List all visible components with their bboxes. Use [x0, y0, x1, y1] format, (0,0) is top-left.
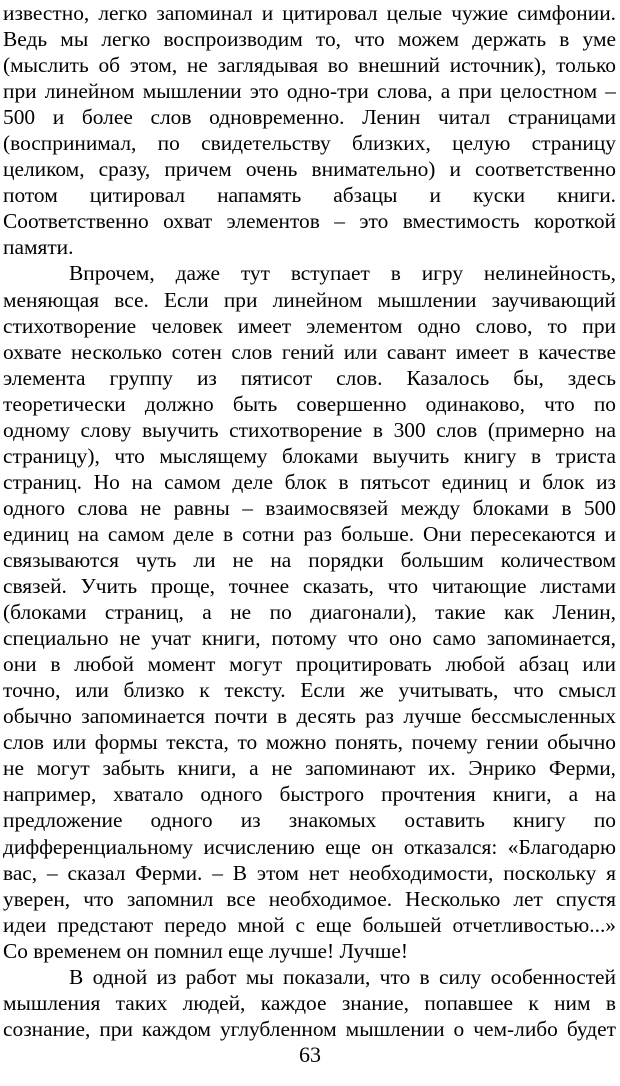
text-line: обычно запоминается почти в десять раз лучше бессмысленных — [3, 704, 616, 729]
body-text — [3, 0, 616, 1042]
text-line: известно, легко запоминал и цитировал целые чужие симфонии. — [3, 1, 616, 25]
text-line: например, хватало одного быстрого прочтения книги, а на — [3, 782, 616, 807]
text-line: Ведь мы легко воспроизводим то, что можем держать в уме — [3, 27, 616, 52]
text-line: связываются чуть ли не на порядки большим количеством — [3, 547, 616, 572]
text-line: дифференциальному исчислению еще он отказался: «Благодарю — [3, 834, 616, 859]
paragraph — [3, 260, 616, 963]
text-line: целиком, сразу, причем очень внимательно) и соответственно — [3, 157, 616, 182]
text-line: единиц на самом деле в сотни раз больше. Они пересекаются и — [3, 521, 616, 546]
text-line: специально не учат книги, потому что оно само запоминается, — [3, 626, 616, 651]
text-line: не могут забыть книги, а не запоминают их. Энрико Ферми, — [3, 756, 616, 781]
text-line: теоретически должно быть совершенно одинаково, что по — [3, 391, 616, 416]
text-line: Впрочем, даже тут вступает в игру нелинейность, — [69, 261, 616, 286]
text-line: при линейном мышлении это одно-три слова, а при целостном – — [3, 79, 616, 104]
text-line: меняющая все. Если при линейном мышлении заучивающий — [3, 287, 616, 312]
text-line: (мыслить об этом, не заглядывая во внешний источник), только — [3, 53, 616, 78]
text-line: они в любой момент могут процитировать любой абзац или — [3, 652, 616, 677]
text-line: Со временем он помнил еще лучше! Лучше! — [3, 938, 409, 963]
paragraph — [3, 0, 616, 260]
text-line: слов или формы текста, то можно понять, почему гении обычно — [3, 730, 616, 755]
text-line: уверен, что запомнил все необходимое. Несколько лет спустя — [3, 886, 616, 911]
text-line: идеи предстают передо мной с еще большей отчетливостью...» — [3, 912, 616, 937]
text-line: (воспринимал, по свидетельству близких, целую страницу — [3, 131, 616, 156]
text-line: памяти. — [3, 235, 74, 260]
text-line: страниц. Но на самом деле блок в пятьсот единиц и блок из — [3, 469, 616, 494]
text-line: 500 и более слов одновременно. Ленин читал страницами — [3, 105, 616, 130]
text-line: Соответственно охват элементов – это вместимость короткой — [3, 209, 616, 234]
text-line: потом цитировал напамять абзацы и куски книги. — [3, 183, 616, 208]
text-line: мышления таких людей, каждое знание, попавшее к ним в — [3, 990, 616, 1015]
page-number: 63 — [299, 1042, 321, 1067]
text-line: сознание, при каждом углубленном мышлении о чем-либо будет — [3, 1016, 616, 1041]
text-line: В одной из работ мы показали, что в силу особенностей — [69, 964, 616, 989]
text-line: связей. Учить проще, точнее сказать, что читающие листами — [3, 574, 616, 599]
text-line: страницу), что мыслящему блоками выучить книгу в триста — [3, 443, 616, 468]
text-line: элемента группу из пятисот слов. Казалось бы, здесь — [3, 365, 616, 390]
text-line: стихотворение человек имеет элементом одно слово, то при — [3, 313, 616, 338]
paragraph — [3, 964, 616, 1042]
text-line: точно, или близко к тексту. Если же учитывать, что смысл — [3, 678, 616, 703]
text-line: предложение одного из знакомых оставить книгу по — [3, 808, 616, 833]
text-line: одного слова не равны – взаимосвязей между блоками в 500 — [3, 495, 616, 520]
text-line: одному слову выучить стихотворение в 300 слов (примерно на — [3, 417, 616, 442]
text-line: охвате несколько сотен слов гений или савант имеет в качестве — [3, 339, 616, 364]
text-line: вас, – сказал Ферми. – В этом нет необходимости, поскольку я — [3, 860, 616, 885]
text-line: (блоками страниц, а не по диагонали), такие как Ленин, — [3, 600, 616, 625]
